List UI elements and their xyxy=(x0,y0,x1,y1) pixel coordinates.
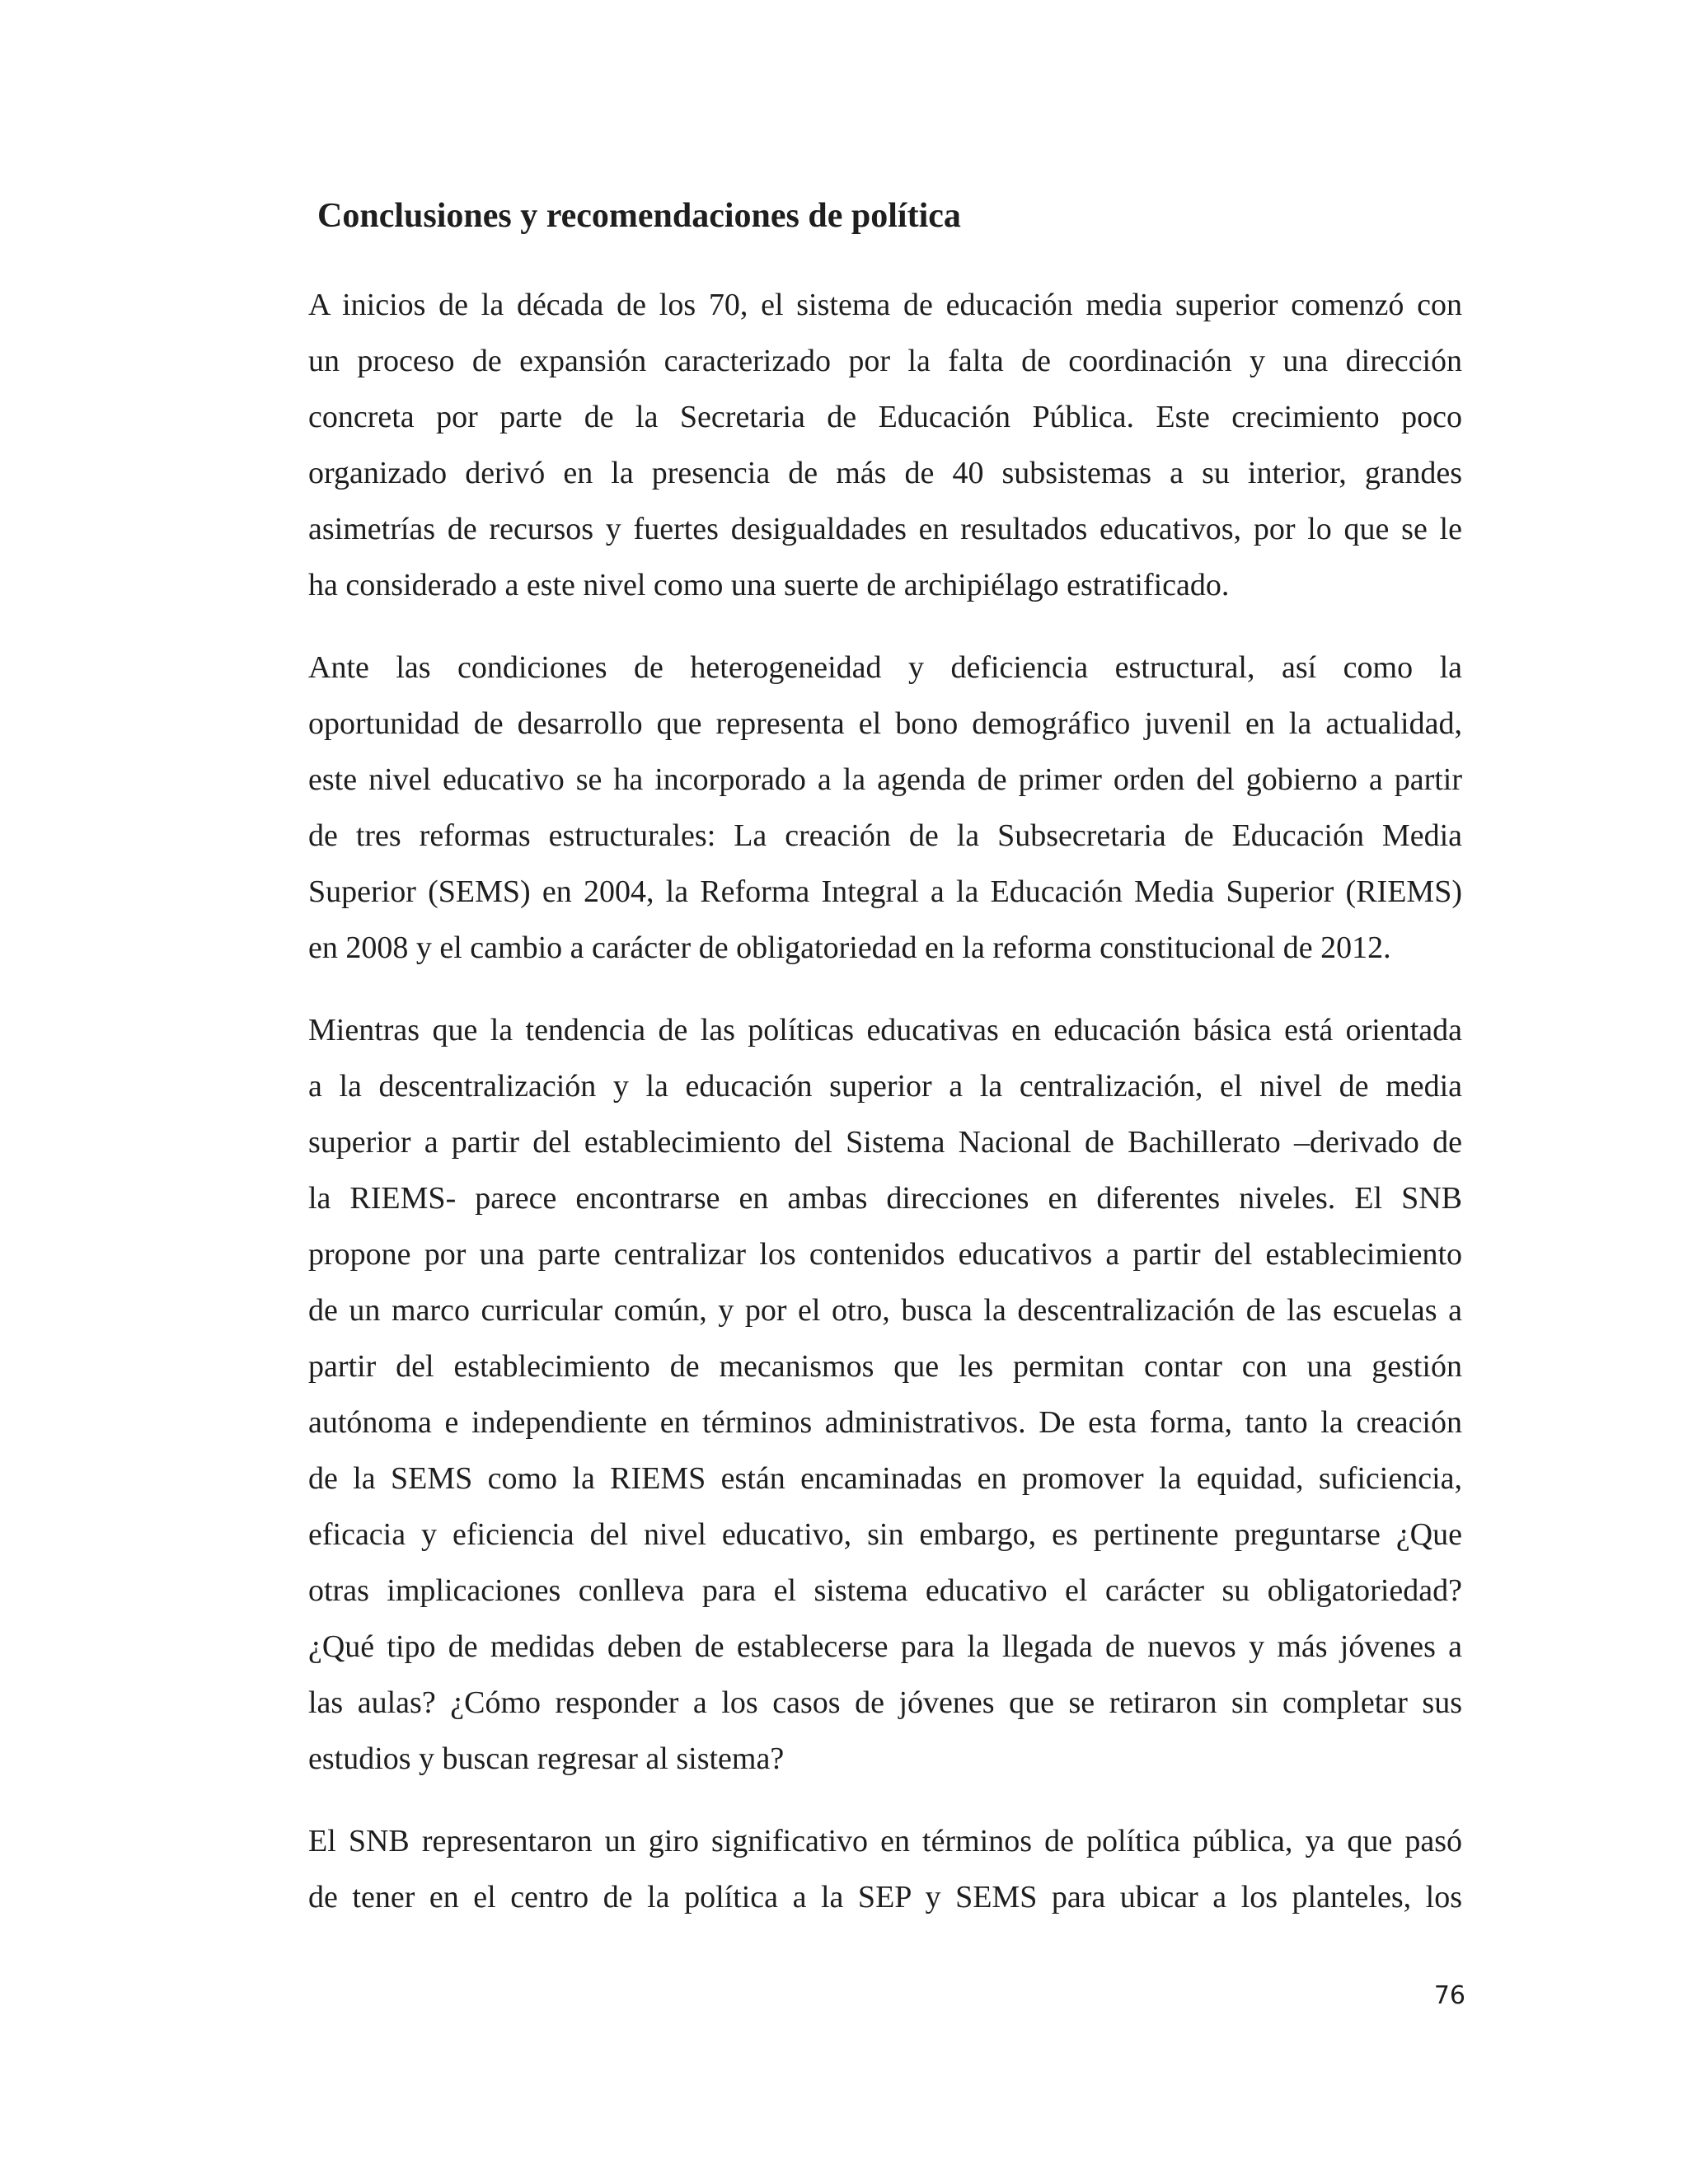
text-line: este nivel educativo se ha incorporado a la agenda de primer orden del gobierno a partir xyxy=(308,762,1462,797)
text-line: A inicios de la década de los 70, el sistema de educación media superior comenzó con xyxy=(308,288,1462,322)
text-line: partir del establecimiento de mecanismos que les permitan contar con una gestión xyxy=(308,1349,1462,1384)
text-line: las aulas? ¿Cómo responder a los casos de jóvenes que se retiraron sin completar sus xyxy=(308,1685,1462,1720)
text-line: la RIEMS- parece encontrarse en ambas direcciones en diferentes niveles. El SNB xyxy=(308,1181,1462,1216)
text-line: en 2008 y el cambio a carácter de obligatoriedad en la reforma constitucional de 2012. xyxy=(308,930,1391,965)
text-line: eficacia y eficiencia del nivel educativo, sin embargo, es pertinente preguntarse ¿Que xyxy=(308,1517,1462,1552)
text-line: autónoma e independiente en términos administrativos. De esta forma, tanto la creación xyxy=(308,1405,1462,1440)
text-line: ha considerado a este nivel como una suerte de archipiélago estratificado. xyxy=(308,568,1230,602)
text-line: concreta por parte de la Secretaria de Educación Pública. Este crecimiento poco xyxy=(308,400,1462,434)
text-line: a la descentralización y la educación superior a la centralización, el nivel de media xyxy=(308,1069,1462,1104)
text-line: un proceso de expansión caracterizado por la falta de coordinación y una dirección xyxy=(308,344,1462,378)
text-line: otras implicaciones conlleva para el sistema educativo el carácter su obligatoriedad? xyxy=(308,1573,1462,1608)
page-number: 76 xyxy=(1433,1981,1465,2010)
text-line: de tener en el centro de la política a la SEP y SEMS para ubicar a los planteles, los xyxy=(308,1880,1462,1915)
text-line: de la SEMS como la RIEMS están encaminadas en promover la equidad, suficiencia, xyxy=(308,1461,1462,1496)
text-line: propone por una parte centralizar los contenidos educativos a partir del establecimiento xyxy=(308,1237,1462,1272)
paragraph xyxy=(308,1813,1462,1925)
text-line: estudios y buscan regresar al sistema? xyxy=(308,1741,785,1776)
paragraph xyxy=(308,640,1462,976)
text-line: Superior (SEMS) en 2004, la Reforma Integral a la Educación Media Superior (RIEMS) xyxy=(308,874,1462,909)
text-line: organizado derivó en la presencia de más de 40 subsistemas a su interior, grandes xyxy=(308,456,1462,490)
paragraph xyxy=(308,277,1462,613)
paragraph xyxy=(308,1002,1462,1787)
text-line: de un marco curricular común, y por el otro, busca la descentralización de las escuelas a xyxy=(308,1293,1462,1328)
text-line: El SNB representaron un giro significativo en términos de política pública, ya que pasó xyxy=(308,1824,1462,1858)
text-line: superior a partir del establecimiento del Sistema Nacional de Bachillerato –derivado de xyxy=(308,1125,1462,1160)
text-line: Mientras que la tendencia de las políticas educativas en educación básica está orientada xyxy=(308,1013,1462,1047)
text-line: de tres reformas estructurales: La creación de la Subsecretaria de Educación Media xyxy=(308,818,1462,853)
text-line: ¿Qué tipo de medidas deben de establecerse para la llegada de nuevos y más jóvenes a xyxy=(308,1629,1462,1664)
section-heading: Conclusiones y recomendaciones de política xyxy=(317,197,961,235)
body-text xyxy=(308,277,1462,1925)
text-line: oportunidad de desarrollo que representa el bono demográfico juvenil en la actualidad, xyxy=(308,706,1462,741)
text-line: Ante las condiciones de heterogeneidad y deficiencia estructural, así como la xyxy=(308,650,1462,685)
text-line: asimetrías de recursos y fuertes desigualdades en resultados educativos, por lo que se le xyxy=(308,512,1462,546)
